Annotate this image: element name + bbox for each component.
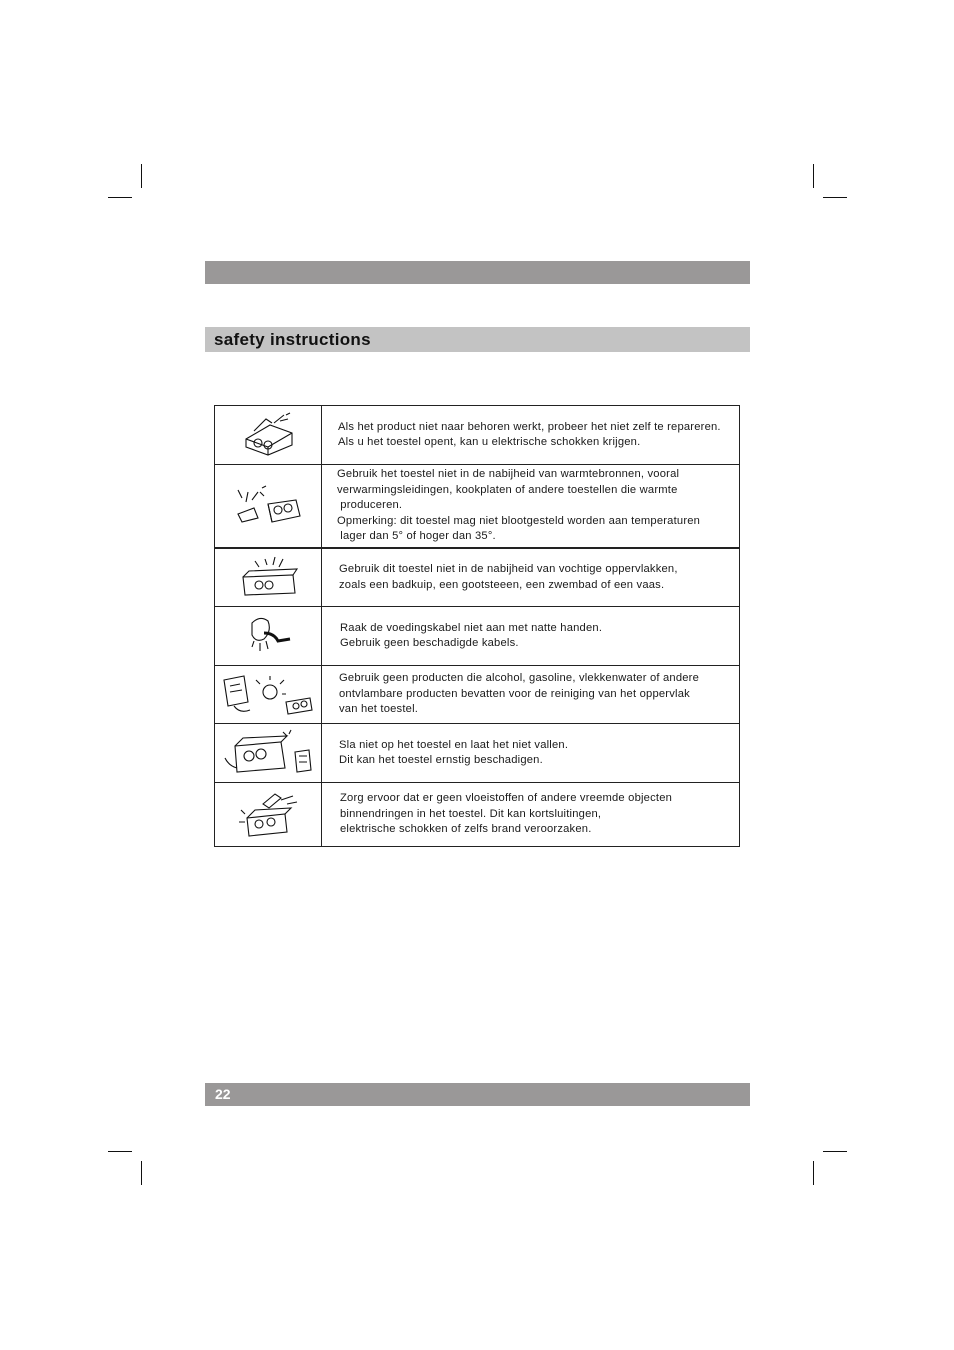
- instruction-line: Raak de voedingskabel niet aan met natte handen.: [340, 621, 603, 634]
- impact-damage-icon: [215, 724, 322, 782]
- crop-mark: [813, 1161, 814, 1185]
- page-number: 22: [205, 1083, 750, 1106]
- crop-mark: [823, 197, 847, 198]
- instruction-line: Sla niet op het toestel en laat het niet vallen.: [339, 738, 569, 751]
- instruction-line: Gebruik geen beschadigde kabels.: [340, 637, 519, 649]
- header-bar: [205, 261, 750, 284]
- instruction-line: van het toestel.: [339, 703, 419, 716]
- instruction-line: Als het product niet naar behoren werkt, probeer het niet zelf te repareren.: [338, 420, 721, 433]
- crop-mark: [141, 164, 142, 188]
- section-title: safety instructions: [205, 327, 750, 352]
- instruction-line: Gebruik dit toestel niet in de nabijheid van vochtige oppervlakken,: [339, 563, 678, 575]
- flammable-cleaner-icon: [215, 666, 322, 723]
- instruction-line: Gebruik het toestel niet in de nabijheid van warmtebronnen, vooral: [337, 468, 680, 481]
- moisture-icon: [215, 549, 322, 606]
- crop-mark: [823, 1151, 847, 1152]
- instruction-line: binnendringen in het toestel. Dit kan kortsluitingen,: [340, 807, 602, 820]
- liquid-spill-icon: [215, 783, 322, 846]
- instruction-row: [215, 607, 739, 666]
- instruction-line: Zorg ervoor dat er geen vloeistoffen of andere vreemde objecten: [340, 792, 673, 805]
- wet-hand-cable-icon: [215, 607, 322, 665]
- instruction-row: [215, 783, 739, 846]
- instruction-line: ontvlambare producten bevatten voor de reiniging van het oppervlak: [339, 687, 690, 700]
- heat-source-icon: [215, 465, 322, 547]
- instruction-line: lager dan 5° of hoger dan 35°.: [337, 530, 496, 543]
- instruction-row: [215, 666, 739, 724]
- instruction-line: zoals een badkuip, een gootsteeen, een zwembad of een vaas.: [339, 578, 665, 591]
- instruction-row: [215, 724, 739, 783]
- instruction-line: Opmerking: dit toestel mag niet blootgesteld worden aan temperaturen: [337, 514, 701, 527]
- crop-mark: [141, 1161, 142, 1185]
- safety-instructions-table: [214, 405, 740, 847]
- instruction-line: elektrische schokken of zelfs brand veroorzaken.: [340, 823, 592, 836]
- crop-mark: [108, 197, 132, 198]
- instruction-row: [215, 465, 739, 548]
- instruction-line: verwarmingsleidingen, kookplaten of andere toestellen die warmte: [337, 483, 678, 496]
- instruction-row: [215, 406, 739, 465]
- instruction-line: Als u het toestel opent, kan u elektrische schokken krijgen.: [338, 436, 641, 448]
- broken-appliance-icon: [215, 406, 322, 464]
- instruction-line: Dit kan het toestel ernstig beschadigen.: [339, 754, 543, 766]
- crop-mark: [813, 164, 814, 188]
- instruction-line: produceren.: [337, 499, 403, 512]
- instruction-line: Gebruik geen producten die alcohol, gasoline, vlekkenwater of andere: [339, 672, 700, 685]
- crop-mark: [108, 1151, 132, 1152]
- instruction-row: [215, 548, 739, 607]
